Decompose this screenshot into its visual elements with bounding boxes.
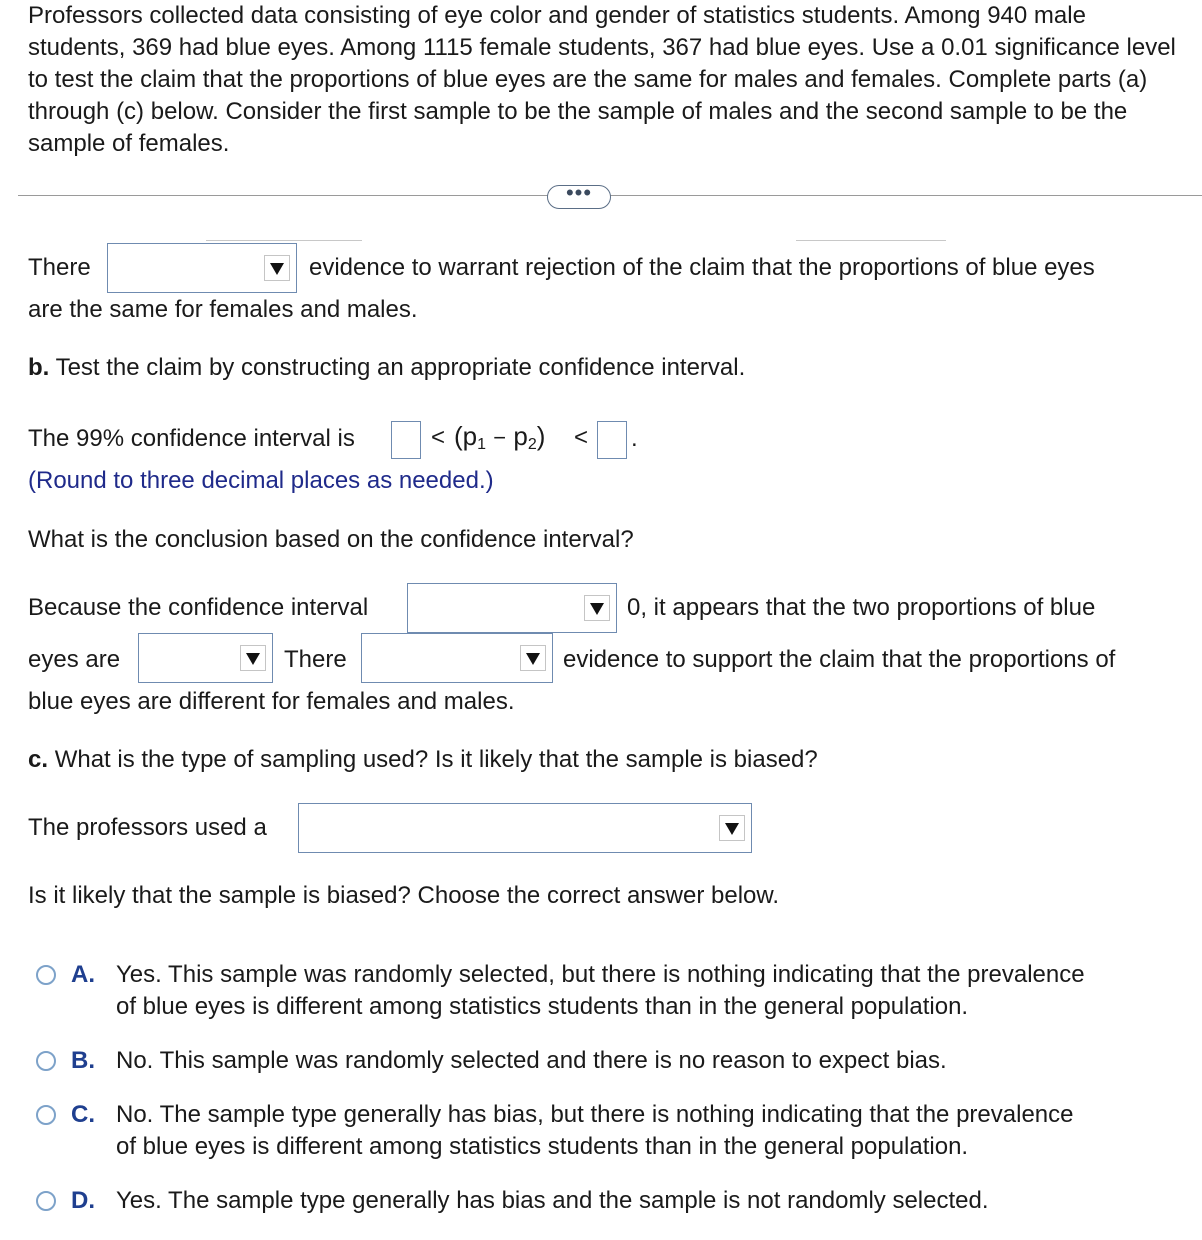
ci-contains-dropdown[interactable] xyxy=(407,583,617,633)
ci-period: . xyxy=(631,425,638,452)
rule-right xyxy=(796,240,946,241)
p1-subscript: 1 xyxy=(477,436,487,453)
ci-less-than-1: < xyxy=(431,424,446,451)
option-d-letter: D. xyxy=(71,1187,95,1214)
part-c-label: c. xyxy=(28,746,49,773)
option-a-text-1: Yes. This sample was randomly selected, but there is nothing indicating that the prevalence xyxy=(116,961,1085,988)
part-a-evidence-dropdown[interactable] xyxy=(107,243,297,293)
option-a-radio[interactable] xyxy=(36,965,56,985)
ci-lead: The 99% confidence interval is xyxy=(28,425,355,452)
option-c-radio[interactable] xyxy=(36,1105,56,1125)
chevron-down-icon xyxy=(520,645,546,671)
chevron-down-icon xyxy=(584,595,610,621)
option-b-text-1: No. This sample was randomly selected and there is no reason to expect bias. xyxy=(116,1047,947,1074)
option-c-text-2: of blue eyes is different among statistics students than in the general population. xyxy=(116,1133,969,1160)
because-text: Because the confidence interval xyxy=(28,594,369,621)
part-b-line3: blue eyes are different for females and males. xyxy=(28,688,515,715)
part-b-heading xyxy=(28,352,745,384)
part-a-prefix: There xyxy=(28,254,91,281)
ci-less-than-2: < xyxy=(574,424,589,451)
option-c-text-1: No. The sample type generally has bias, but there is nothing indicating that the prevalence xyxy=(116,1101,1074,1128)
support-evidence-dropdown[interactable] xyxy=(361,633,553,683)
option-a-letter: A. xyxy=(71,961,95,988)
open-paren: ( xyxy=(454,421,463,451)
problem-statement: Professors collected data consisting of eye color and gender of statistics students. Among 940 male students, 369 had blue eyes. Among 1115 female students, 367 had blue eyes. Use a 0.01 significance level to test the claim that the proportions of blue eyes are the same for males and females. Complete parts (a) through (c) below. Consider the first sample to be the sample of males and the second sample to be the sample of females. xyxy=(28,2,1176,157)
option-b-radio[interactable] xyxy=(36,1051,56,1071)
ci-expression xyxy=(454,420,545,461)
minus-sign: − xyxy=(493,425,507,450)
part-a-suffix: evidence to warrant rejection of the claim that the proportions of blue eyes xyxy=(309,254,1095,281)
eyes-are-text: eyes are xyxy=(28,646,121,673)
after-dd3-text: evidence to support the claim that the proportions of xyxy=(563,646,1116,673)
professors-used-text: The professors used a xyxy=(28,814,267,841)
chevron-down-icon xyxy=(240,645,266,671)
rule-left xyxy=(206,240,362,241)
option-a-text-2: of blue eyes is different among statistics students than in the general population. xyxy=(116,993,969,1020)
option-d-text-1: Yes. The sample type generally has bias and the sample is not randomly selected. xyxy=(116,1187,989,1214)
there-text: There xyxy=(284,646,347,673)
option-b-letter: B. xyxy=(71,1047,95,1074)
chevron-down-icon xyxy=(719,815,745,841)
chevron-down-icon xyxy=(264,255,290,281)
p1-symbol: p xyxy=(462,421,478,451)
bias-question: Is it likely that the sample is biased? Choose the correct answer below. xyxy=(28,882,780,909)
round-note: (Round to three decimal places as needed.) xyxy=(28,467,494,494)
part-b-heading-text: Test the claim by constructing an appropriate confidence interval. xyxy=(55,354,746,381)
proportions-dropdown[interactable] xyxy=(138,633,273,683)
p2-symbol: p xyxy=(513,421,528,451)
option-d-radio[interactable] xyxy=(36,1191,56,1211)
p2-subscript: 2 xyxy=(527,436,537,453)
ci-conclusion-question: What is the conclusion based on the confidence interval? xyxy=(28,526,634,553)
part-c-heading xyxy=(28,744,818,776)
ci-upper-input[interactable] xyxy=(597,421,627,459)
part-b-label: b. xyxy=(28,354,50,381)
option-c-letter: C. xyxy=(71,1101,95,1128)
after-dd1-text: 0, it appears that the two proportions of blue xyxy=(627,594,1096,621)
part-c-heading-text: What is the type of sampling used? Is it likely that the sample is biased? xyxy=(54,746,818,773)
close-paren: ) xyxy=(536,421,546,451)
expand-button[interactable]: ••• xyxy=(547,185,611,209)
ci-lower-input[interactable] xyxy=(391,421,421,459)
sampling-type-dropdown[interactable] xyxy=(298,803,752,853)
part-a-line2: are the same for females and males. xyxy=(28,296,418,323)
